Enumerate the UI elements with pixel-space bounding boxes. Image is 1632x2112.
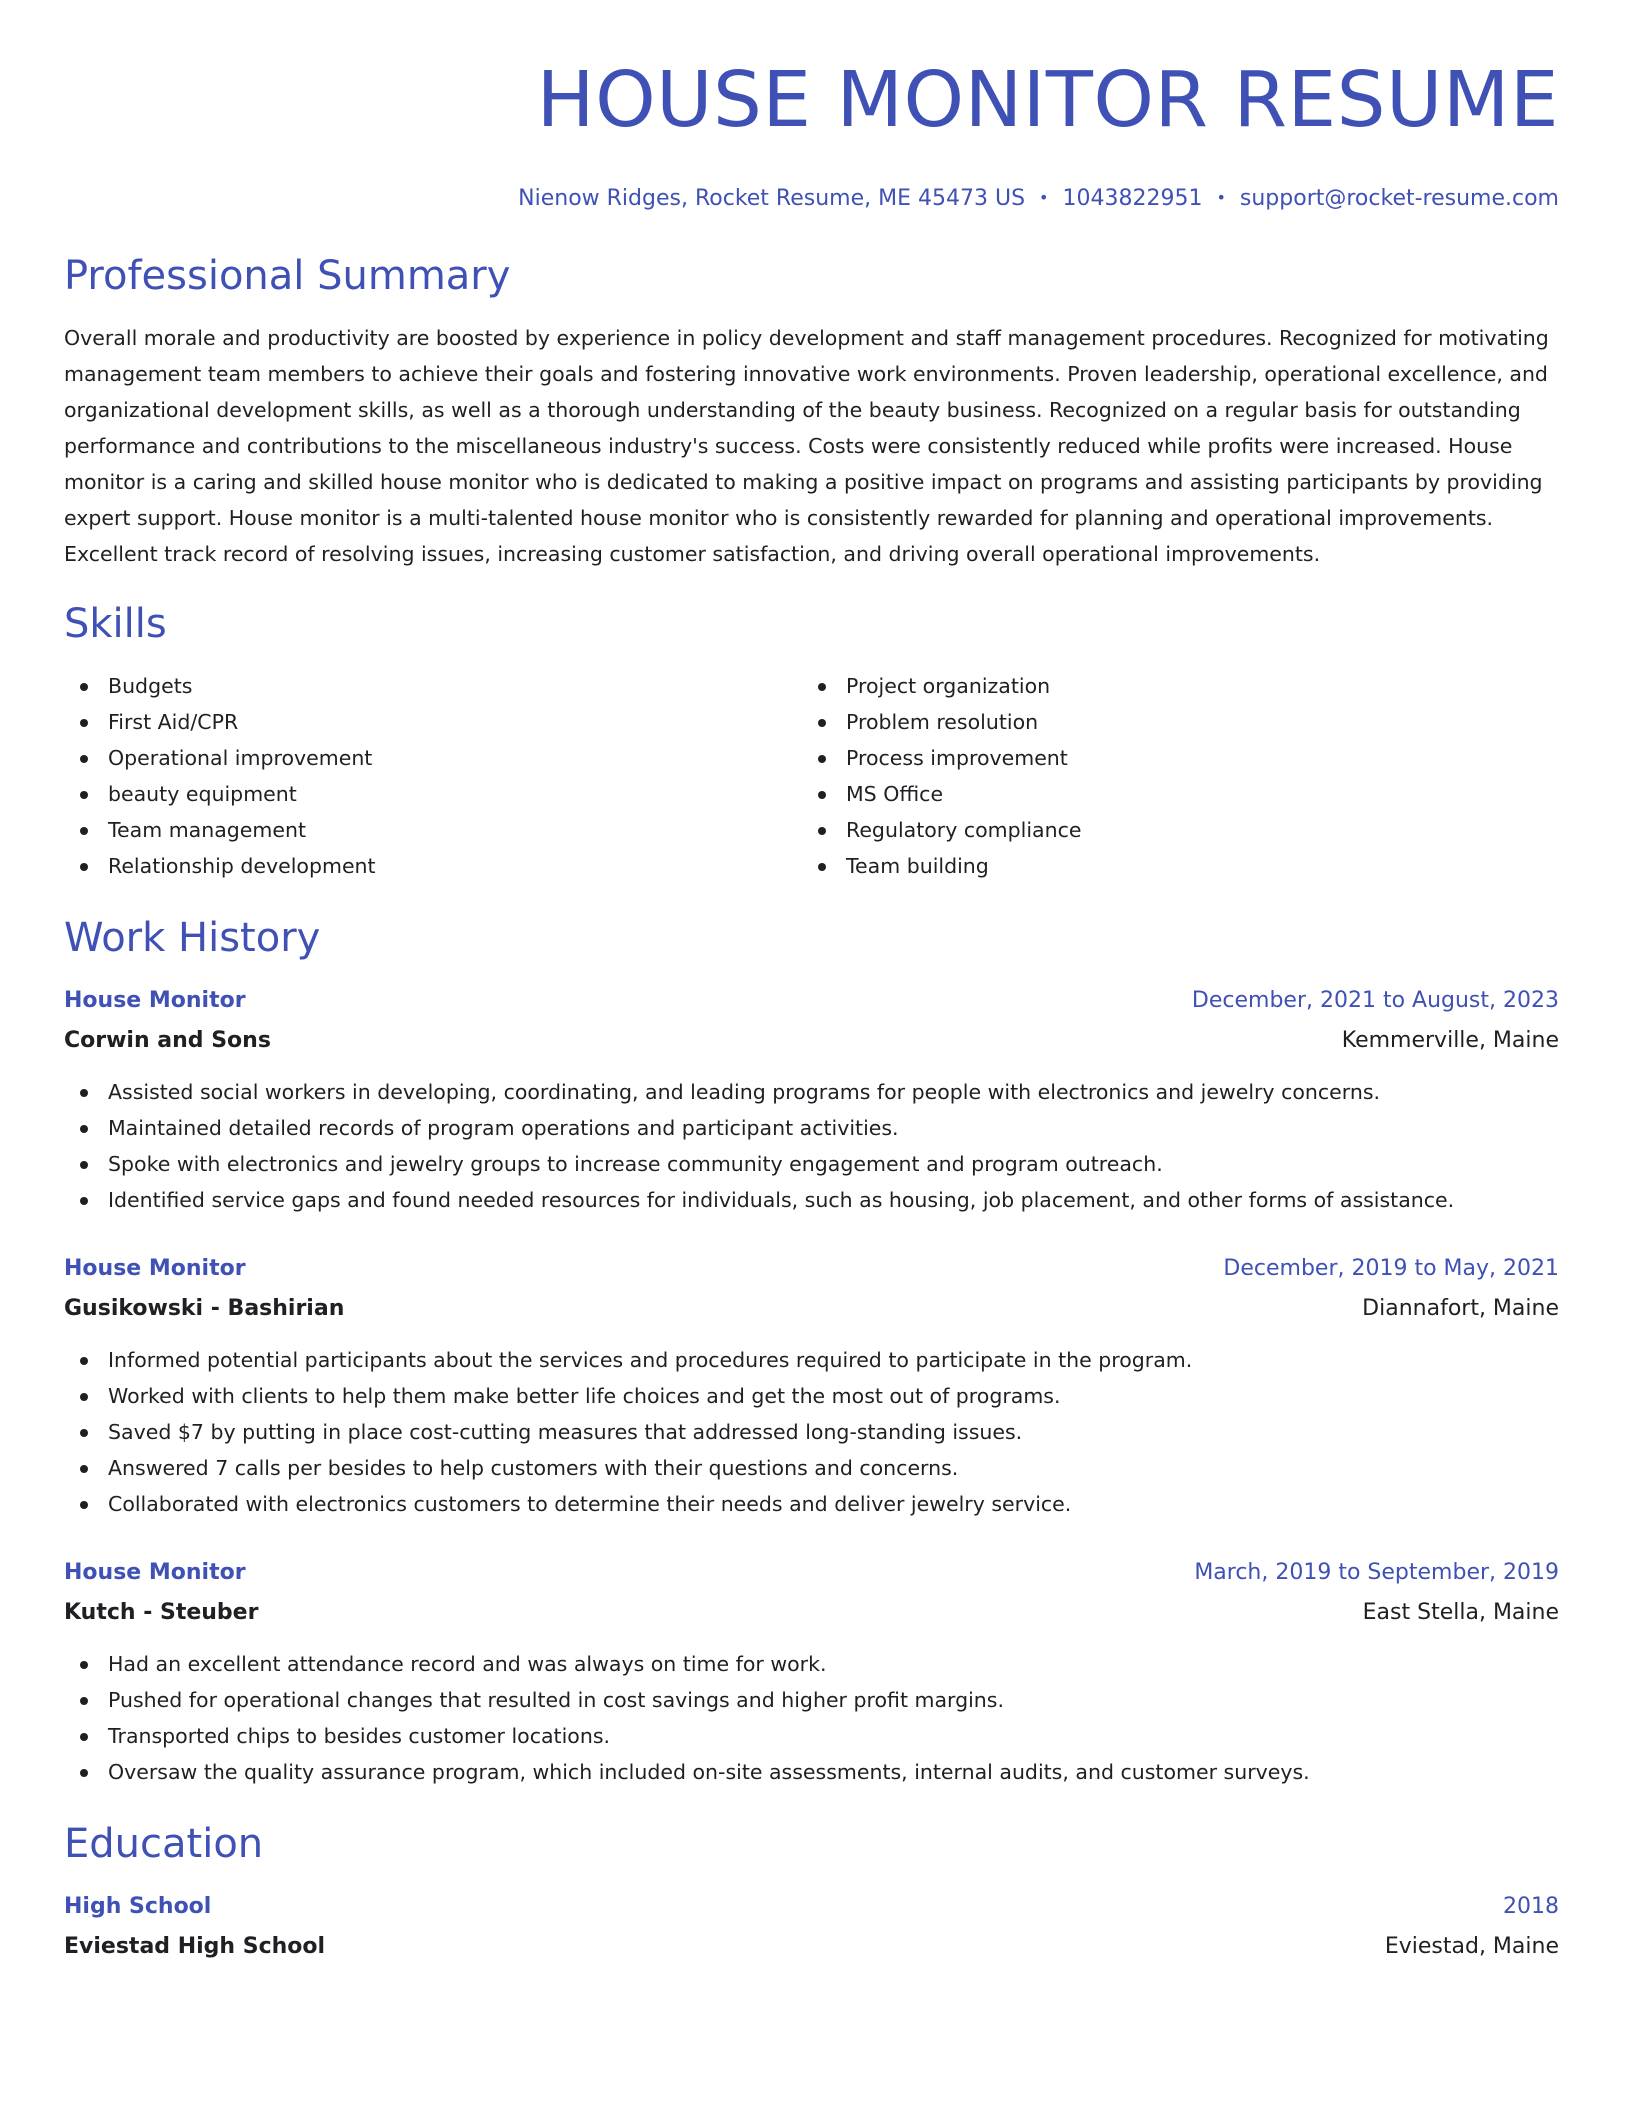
job-entry: [64, 984, 1559, 1218]
contact-phone: 1043822951: [1062, 186, 1203, 211]
job-bullet: Collaborated with electronics customers to determine their needs and deliver jewelry service.: [64, 1486, 1559, 1522]
job-header: [64, 1556, 1559, 1590]
job-bullet: Spoke with electronics and jewelry groups to increase community engagement and program outreach.: [64, 1146, 1559, 1182]
work-history-heading: Work History: [64, 915, 321, 961]
skill-item: First Aid/CPR: [64, 704, 802, 740]
education-degree: High School: [64, 1894, 212, 1919]
education-year: 2018: [1503, 1894, 1559, 1919]
job-employer: [64, 1596, 1559, 1630]
skill-item: Relationship development: [64, 848, 802, 884]
education-header: [64, 1890, 1559, 1924]
skill-item: Budgets: [64, 668, 802, 704]
job-company: Corwin and Sons: [64, 1028, 271, 1053]
contact-separator: •: [1039, 188, 1049, 207]
summary-text: Overall morale and productivity are boosted by experience in policy development and staff management procedures. Recognized for motivating management team members to achieve their goals and fostering innovative work environments. Proven leadership, operational excellence, and organizational development skills, as well as a thorough understanding of the beauty business. Recognized on a regular basis for outstanding performance and contributions to the miscellaneous industry's success. Costs were consistently reduced while profits were increased. House monitor is a caring and skilled house monitor who is dedicated to making a positive impact on programs and assisting participants by providing expert support. House monitor is a multi-talented house monitor who is consistently rewarded for planning and operational improvements. Excellent track record of resolving issues, increasing customer satisfaction, and driving overall operational improvements.: [64, 326, 1549, 566]
contact-line: [64, 183, 1559, 214]
job-bullets: [64, 1646, 1559, 1790]
education-school: Eviestad High School: [64, 1934, 326, 1959]
skills-heading: Skills: [64, 601, 167, 647]
skill-item: beauty equipment: [64, 776, 802, 812]
skill-item: Team building: [802, 848, 1540, 884]
skill-item: Project organization: [802, 668, 1540, 704]
skills-column-left: [64, 668, 802, 884]
contact-separator: •: [1216, 188, 1226, 207]
job-bullet: Pushed for operational changes that resulted in cost savings and higher profit margins.: [64, 1682, 1559, 1718]
job-bullet: Saved $7 by putting in place cost-cutting measures that addressed long-standing issues.: [64, 1414, 1559, 1450]
job-bullet: Maintained detailed records of program operations and participant activities.: [64, 1110, 1559, 1146]
resume-title: HOUSE MONITOR RESUME: [536, 56, 1559, 145]
job-location: Kemmerville, Maine: [1341, 1028, 1559, 1053]
job-bullet: Informed potential participants about the services and procedures required to participate in the program.: [64, 1342, 1559, 1378]
job-employer: [64, 1024, 1559, 1058]
skills-section: [64, 600, 1559, 884]
job-bullet: Assisted social workers in developing, coordinating, and leading programs for people with electronics and jewelry concerns.: [64, 1074, 1559, 1110]
job-company: Gusikowski - Bashirian: [64, 1296, 345, 1321]
job-bullets: [64, 1342, 1559, 1522]
job-dates: December, 2021 to August, 2023: [1191, 988, 1559, 1013]
education-school-row: [64, 1930, 1559, 1964]
job-entry: [64, 1252, 1559, 1522]
job-title: House Monitor: [64, 1560, 246, 1585]
skill-item: Operational improvement: [64, 740, 802, 776]
job-entry: [64, 1556, 1559, 1790]
summary-section: [64, 252, 1559, 572]
job-title: House Monitor: [64, 988, 246, 1013]
job-location: Diannafort, Maine: [1362, 1296, 1559, 1321]
education-location: Eviestad, Maine: [1384, 1934, 1559, 1959]
skill-item: Problem resolution: [802, 704, 1540, 740]
job-bullet: Worked with clients to help them make better life choices and get the most out of programs.: [64, 1378, 1559, 1414]
job-bullet: Transported chips to besides customer locations.: [64, 1718, 1559, 1754]
job-dates: December, 2019 to May, 2021: [1223, 1256, 1559, 1281]
job-bullet: Had an excellent attendance record and was always on time for work.: [64, 1646, 1559, 1682]
skill-item: Team management: [64, 812, 802, 848]
summary-heading: Professional Summary: [64, 253, 511, 299]
education-section: [64, 1820, 1559, 1964]
job-employer: [64, 1292, 1559, 1326]
skill-item: Process improvement: [802, 740, 1540, 776]
job-title: House Monitor: [64, 1256, 246, 1281]
job-dates: March, 2019 to September, 2019: [1194, 1560, 1559, 1585]
education-entry: [64, 1890, 1559, 1964]
job-bullet: Answered 7 calls per besides to help customers with their questions and concerns.: [64, 1450, 1559, 1486]
contact-email[interactable]: support@rocket-resume.com: [1239, 186, 1559, 211]
skills-list: [64, 668, 1559, 884]
job-bullet: Identified service gaps and found needed resources for individuals, such as housing, job placement, and other forms of assistance.: [64, 1182, 1559, 1218]
job-bullet: Oversaw the quality assurance program, which included on-site assessments, internal audits, and customer surveys.: [64, 1754, 1559, 1790]
job-header: [64, 984, 1559, 1018]
job-location: East Stella, Maine: [1362, 1600, 1559, 1625]
job-company: Kutch - Steuber: [64, 1600, 259, 1625]
skill-item: MS Office: [802, 776, 1540, 812]
skill-item: Regulatory compliance: [802, 812, 1540, 848]
contact-address: Nienow Ridges, Rocket Resume, ME 45473 US: [518, 186, 1026, 211]
job-bullets: [64, 1074, 1559, 1218]
work-history-section: [64, 914, 1559, 1790]
job-header: [64, 1252, 1559, 1286]
education-heading: Education: [64, 1821, 264, 1867]
resume-page: [64, 0, 1559, 1964]
skills-column-right: [802, 668, 1540, 884]
